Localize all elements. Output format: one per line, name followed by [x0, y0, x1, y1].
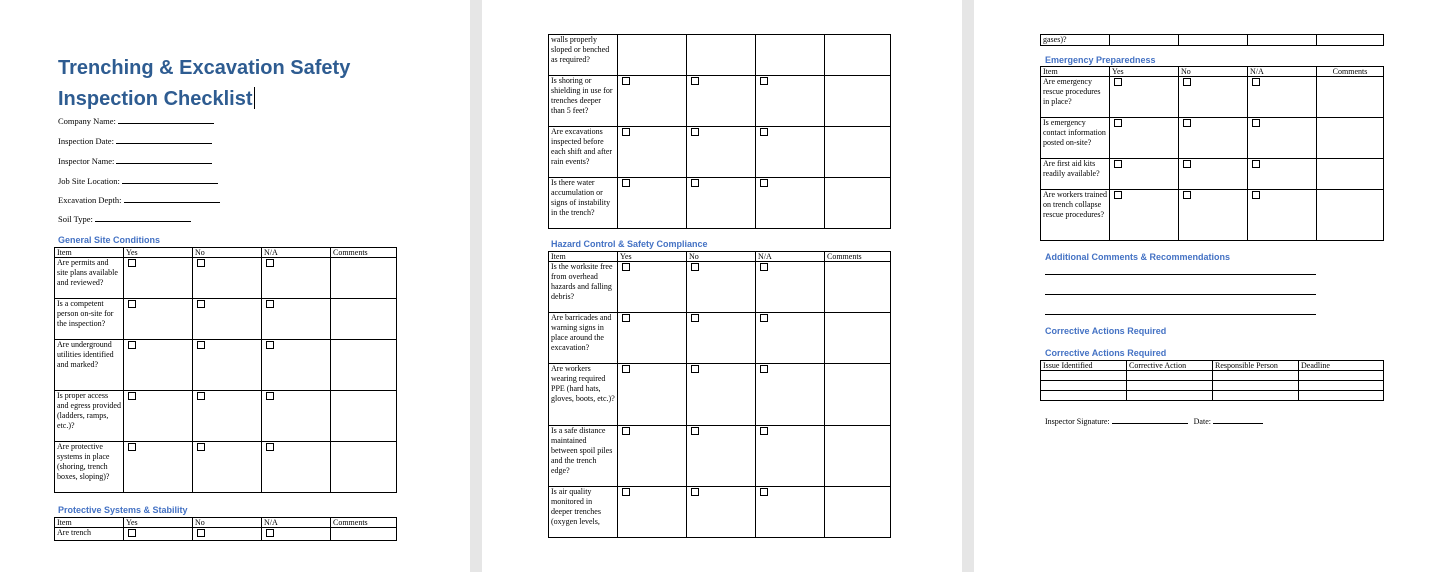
header-comments: Comments	[331, 518, 397, 528]
person-cell[interactable]	[1213, 381, 1299, 391]
document-title[interactable]	[58, 53, 350, 115]
comments-cell[interactable]	[1317, 190, 1384, 241]
na-checkbox[interactable]	[760, 365, 768, 373]
na-checkbox[interactable]	[1252, 119, 1260, 127]
item-cell: Are workers trained on trench collapse rescue procedures?	[1041, 190, 1110, 241]
comments-cell[interactable]	[1317, 118, 1384, 159]
comments-cell[interactable]	[1317, 35, 1384, 46]
comments-cell[interactable]	[825, 364, 891, 426]
comment-line[interactable]	[1045, 294, 1316, 295]
field-blank-line	[95, 214, 191, 222]
na-cell	[756, 127, 825, 178]
no-cell	[1179, 159, 1248, 190]
yes-checkbox[interactable]	[1114, 119, 1122, 127]
action-cell[interactable]	[1127, 381, 1213, 391]
field-label: Inspection Date:	[58, 136, 114, 146]
comments-cell[interactable]	[825, 35, 891, 76]
yes-cell	[1110, 159, 1179, 190]
date-line	[1213, 416, 1263, 424]
no-cell	[1179, 118, 1248, 159]
na-checkbox[interactable]	[760, 488, 768, 496]
na-cell	[756, 313, 825, 364]
no-checkbox[interactable]	[691, 488, 699, 496]
person-cell[interactable]	[1213, 371, 1299, 381]
protective-systems-table-continued	[548, 34, 891, 229]
yes-cell	[124, 391, 193, 442]
yes-checkbox[interactable]	[128, 443, 136, 451]
na-cell	[262, 258, 331, 299]
na-cell	[262, 528, 331, 541]
na-cell	[262, 299, 331, 340]
yes-checkbox[interactable]	[128, 259, 136, 267]
comments-cell[interactable]	[825, 313, 891, 364]
section-heading-protective-systems: Protective Systems & Stability	[58, 505, 188, 515]
na-cell	[756, 426, 825, 487]
yes-checkbox[interactable]	[622, 427, 630, 435]
field-blank-line	[116, 156, 212, 164]
table-row	[1041, 159, 1384, 190]
field-label: Company Name:	[58, 116, 116, 126]
header-yes: Yes	[124, 518, 193, 528]
header-corrective-action: Corrective Action	[1127, 361, 1213, 371]
table-header-row	[1041, 67, 1384, 77]
na-cell	[756, 178, 825, 229]
table-row	[549, 364, 891, 426]
na-cell	[1248, 190, 1317, 241]
deadline-cell[interactable]	[1299, 381, 1384, 391]
na-checkbox[interactable]	[266, 443, 274, 451]
item-cell: Are permits and site plans available and reviewed?	[55, 258, 124, 299]
no-checkbox[interactable]	[197, 529, 205, 537]
comments-cell[interactable]	[825, 487, 891, 538]
text-cursor	[254, 87, 255, 109]
header-item: Item	[55, 248, 124, 258]
comments-cell[interactable]	[825, 262, 891, 313]
table-row	[549, 178, 891, 229]
no-checkbox[interactable]	[197, 300, 205, 308]
na-cell	[262, 442, 331, 493]
comments-cell[interactable]	[1317, 77, 1384, 118]
no-checkbox[interactable]	[691, 427, 699, 435]
field-blank-line	[124, 195, 220, 203]
document-page-1	[0, 0, 470, 572]
yes-cell	[618, 426, 687, 487]
table-row	[1041, 371, 1384, 381]
no-cell	[687, 262, 756, 313]
table-row	[549, 127, 891, 178]
item-cell: Is the worksite free from overhead hazards and falling debris?	[549, 262, 618, 313]
inspector-signature-field[interactable]	[1045, 416, 1263, 426]
no-cell	[193, 528, 262, 541]
header-na: N/A	[1248, 67, 1317, 77]
header-na: N/A	[756, 252, 825, 262]
job-site-location-field[interactable]	[58, 176, 218, 186]
excavation-depth-field[interactable]	[58, 195, 220, 205]
no-cell	[687, 127, 756, 178]
header-item: Item	[1041, 67, 1110, 77]
header-deadline: Deadline	[1299, 361, 1384, 371]
header-item: Item	[549, 252, 618, 262]
action-cell[interactable]	[1127, 371, 1213, 381]
title-line-2: Inspection Checklist	[58, 88, 253, 110]
comments-cell[interactable]	[1317, 159, 1384, 190]
yes-checkbox[interactable]	[128, 341, 136, 349]
protective-systems-table	[54, 517, 397, 541]
no-checkbox[interactable]	[1183, 119, 1191, 127]
na-cell	[262, 340, 331, 391]
na-checkbox[interactable]	[760, 263, 768, 271]
item-cell: walls properly sloped or benched as required?	[549, 35, 618, 76]
yes-cell[interactable]	[618, 35, 687, 76]
yes-checkbox[interactable]	[1114, 160, 1122, 168]
no-checkbox[interactable]	[691, 314, 699, 322]
section-heading-general-site-conditions: General Site Conditions	[58, 235, 161, 245]
no-cell	[193, 258, 262, 299]
comments-cell[interactable]	[825, 178, 891, 229]
title-line-1: Trenching & Excavation Safety	[58, 57, 351, 79]
table-row	[55, 391, 397, 442]
table-row	[1041, 77, 1384, 118]
header-comments: Comments	[825, 252, 891, 262]
header-no: No	[193, 248, 262, 258]
emergency-preparedness-table	[1040, 66, 1384, 241]
item-cell: Are workers wearing required PPE (hard hats, gloves, boots, etc.)?	[549, 364, 618, 426]
header-responsible-person: Responsible Person	[1213, 361, 1299, 371]
no-cell	[687, 364, 756, 426]
header-no: No	[193, 518, 262, 528]
na-checkbox[interactable]	[266, 341, 274, 349]
table-header-row	[55, 518, 397, 528]
table-row	[1041, 35, 1384, 46]
yes-cell	[1110, 190, 1179, 241]
section-heading-additional-comments: Additional Comments & Recommendations	[1045, 252, 1231, 262]
table-row	[55, 299, 397, 340]
date-label: Date:	[1193, 417, 1211, 426]
table-row	[55, 258, 397, 299]
yes-cell	[124, 340, 193, 391]
na-cell	[1248, 77, 1317, 118]
table-row	[549, 487, 891, 538]
yes-checkbox[interactable]	[1114, 78, 1122, 86]
yes-checkbox[interactable]	[622, 128, 630, 136]
no-cell	[193, 340, 262, 391]
no-checkbox[interactable]	[197, 259, 205, 267]
yes-cell	[1110, 118, 1179, 159]
na-cell	[1248, 159, 1317, 190]
na-cell	[262, 391, 331, 442]
comments-cell[interactable]	[331, 442, 397, 493]
comment-line[interactable]	[1045, 274, 1316, 275]
na-checkbox[interactable]	[266, 529, 274, 537]
item-cell: Are barricades and warning signs in place around the excavation?	[549, 313, 618, 364]
yes-checkbox[interactable]	[622, 488, 630, 496]
na-cell	[756, 364, 825, 426]
soil-type-field[interactable]	[58, 214, 191, 224]
yes-cell	[618, 262, 687, 313]
no-checkbox[interactable]	[1183, 191, 1191, 199]
na-checkbox[interactable]	[760, 314, 768, 322]
yes-cell	[618, 487, 687, 538]
no-checkbox[interactable]	[691, 77, 699, 85]
no-cell	[687, 76, 756, 127]
table-header-row	[549, 252, 891, 262]
yes-cell	[618, 127, 687, 178]
yes-cell	[124, 299, 193, 340]
hazard-control-table-continued	[1040, 34, 1384, 46]
yes-cell	[618, 76, 687, 127]
item-cell: Are trench	[55, 528, 124, 541]
yes-cell[interactable]	[1110, 35, 1179, 46]
yes-cell	[124, 258, 193, 299]
issue-cell[interactable]	[1041, 371, 1127, 381]
table-row	[1041, 381, 1384, 391]
yes-cell	[618, 313, 687, 364]
no-cell	[687, 313, 756, 364]
table-row	[549, 313, 891, 364]
comments-cell[interactable]	[331, 299, 397, 340]
comments-cell[interactable]	[331, 340, 397, 391]
action-cell[interactable]	[1127, 391, 1213, 401]
header-yes: Yes	[124, 248, 193, 258]
field-label: Soil Type:	[58, 214, 93, 224]
inspector-name-field[interactable]	[58, 156, 212, 166]
yes-cell	[124, 528, 193, 541]
comments-cell[interactable]	[825, 76, 891, 127]
no-checkbox[interactable]	[1183, 78, 1191, 86]
no-cell	[193, 442, 262, 493]
yes-checkbox[interactable]	[622, 179, 630, 187]
na-cell	[1248, 118, 1317, 159]
na-checkbox[interactable]	[760, 77, 768, 85]
na-checkbox[interactable]	[760, 128, 768, 136]
issue-cell[interactable]	[1041, 391, 1127, 401]
comments-cell[interactable]	[825, 127, 891, 178]
no-cell	[1179, 190, 1248, 241]
section-heading-corrective-actions-1: Corrective Actions Required	[1045, 326, 1167, 336]
table-row	[1041, 190, 1384, 241]
no-checkbox[interactable]	[197, 443, 205, 451]
table-row	[549, 35, 891, 76]
item-cell: Is shoring or shielding in use for trenches deeper than 5 feet?	[549, 76, 618, 127]
table-row	[55, 340, 397, 391]
document-page-3	[974, 0, 1445, 572]
yes-checkbox[interactable]	[622, 314, 630, 322]
table-row	[1041, 391, 1384, 401]
item-cell: Is air quality monitored in deeper trenches (oxygen levels,	[549, 487, 618, 538]
document-page-2	[482, 0, 962, 572]
yes-checkbox[interactable]	[128, 392, 136, 400]
yes-cell	[618, 364, 687, 426]
section-heading-emergency-preparedness: Emergency Preparedness	[1045, 55, 1156, 65]
no-cell	[687, 178, 756, 229]
comment-line[interactable]	[1045, 314, 1316, 315]
deadline-cell[interactable]	[1299, 371, 1384, 381]
table-row	[55, 528, 397, 541]
yes-cell	[1110, 77, 1179, 118]
field-label: Inspector Name:	[58, 156, 115, 166]
item-cell: Are first aid kits readily available?	[1041, 159, 1110, 190]
item-cell: Are emergency rescue procedures in place?	[1041, 77, 1110, 118]
header-issue-identified: Issue Identified	[1041, 361, 1127, 371]
na-cell	[756, 487, 825, 538]
na-cell	[756, 76, 825, 127]
comments-cell[interactable]	[331, 258, 397, 299]
na-checkbox[interactable]	[1252, 160, 1260, 168]
section-heading-hazard-control: Hazard Control & Safety Compliance	[551, 239, 708, 249]
na-cell	[756, 262, 825, 313]
corrective-actions-table	[1040, 360, 1384, 401]
company-name-field[interactable]	[58, 116, 214, 126]
header-na: N/A	[262, 248, 331, 258]
header-no: No	[687, 252, 756, 262]
table-row	[549, 262, 891, 313]
yes-checkbox[interactable]	[128, 529, 136, 537]
table-header-row	[1041, 361, 1384, 371]
item-cell: Is proper access and egress provided (ladders, ramps, etc.)?	[55, 391, 124, 442]
signature-line	[1112, 416, 1188, 424]
yes-checkbox[interactable]	[622, 365, 630, 373]
no-checkbox[interactable]	[1183, 160, 1191, 168]
yes-checkbox[interactable]	[622, 77, 630, 85]
field-blank-line	[118, 116, 214, 124]
table-row	[1041, 118, 1384, 159]
item-cell: Is a safe distance maintained between spoil piles and the trench edge?	[549, 426, 618, 487]
item-cell: Are protective systems in place (shoring, trench boxes, sloping)?	[55, 442, 124, 493]
inspection-date-field[interactable]	[58, 136, 212, 146]
field-blank-line	[122, 176, 218, 184]
na-checkbox[interactable]	[266, 392, 274, 400]
no-cell	[193, 391, 262, 442]
signature-label: Inspector Signature:	[1045, 417, 1110, 426]
na-cell[interactable]	[756, 35, 825, 76]
comments-cell[interactable]	[331, 391, 397, 442]
item-cell: Is emergency contact information posted on-site?	[1041, 118, 1110, 159]
header-comments: Comments	[331, 248, 397, 258]
table-row	[55, 442, 397, 493]
na-checkbox[interactable]	[266, 259, 274, 267]
header-yes: Yes	[1110, 67, 1179, 77]
item-cell: Is there water accumulation or signs of instability in the trench?	[549, 178, 618, 229]
yes-checkbox[interactable]	[1114, 191, 1122, 199]
yes-checkbox[interactable]	[622, 263, 630, 271]
item-cell: Are underground utilities identified and marked?	[55, 340, 124, 391]
general-site-conditions-table	[54, 247, 397, 493]
na-checkbox[interactable]	[760, 427, 768, 435]
yes-cell	[618, 178, 687, 229]
item-cell: Are excavations inspected before each shift and after rain events?	[549, 127, 618, 178]
na-checkbox[interactable]	[760, 179, 768, 187]
table-row	[549, 426, 891, 487]
no-cell	[193, 299, 262, 340]
comments-cell[interactable]	[825, 426, 891, 487]
na-cell[interactable]	[1248, 35, 1317, 46]
no-cell	[1179, 77, 1248, 118]
item-cell: Is a competent person on-site for the inspection?	[55, 299, 124, 340]
field-label: Excavation Depth:	[58, 195, 122, 205]
no-cell[interactable]	[1179, 35, 1248, 46]
no-checkbox[interactable]	[691, 128, 699, 136]
no-checkbox[interactable]	[691, 263, 699, 271]
comments-cell[interactable]	[331, 528, 397, 541]
issue-cell[interactable]	[1041, 381, 1127, 391]
header-na: N/A	[262, 518, 331, 528]
section-heading-corrective-actions-2: Corrective Actions Required	[1045, 348, 1167, 358]
no-cell	[687, 426, 756, 487]
item-cell: gases)?	[1041, 35, 1110, 46]
field-label: Job Site Location:	[58, 176, 120, 186]
header-item: Item	[55, 518, 124, 528]
no-checkbox[interactable]	[691, 179, 699, 187]
na-checkbox[interactable]	[1252, 78, 1260, 86]
no-checkbox[interactable]	[197, 392, 205, 400]
field-blank-line	[116, 136, 212, 144]
hazard-control-table	[548, 251, 891, 538]
header-comments: Comments	[1317, 67, 1384, 77]
yes-cell	[124, 442, 193, 493]
no-cell	[687, 487, 756, 538]
no-checkbox[interactable]	[691, 365, 699, 373]
no-checkbox[interactable]	[197, 341, 205, 349]
na-checkbox[interactable]	[266, 300, 274, 308]
header-no: No	[1179, 67, 1248, 77]
na-checkbox[interactable]	[1252, 191, 1260, 199]
person-cell[interactable]	[1213, 391, 1299, 401]
no-cell[interactable]	[687, 35, 756, 76]
yes-checkbox[interactable]	[128, 300, 136, 308]
header-yes: Yes	[618, 252, 687, 262]
deadline-cell[interactable]	[1299, 391, 1384, 401]
table-row	[549, 76, 891, 127]
table-header-row	[55, 248, 397, 258]
